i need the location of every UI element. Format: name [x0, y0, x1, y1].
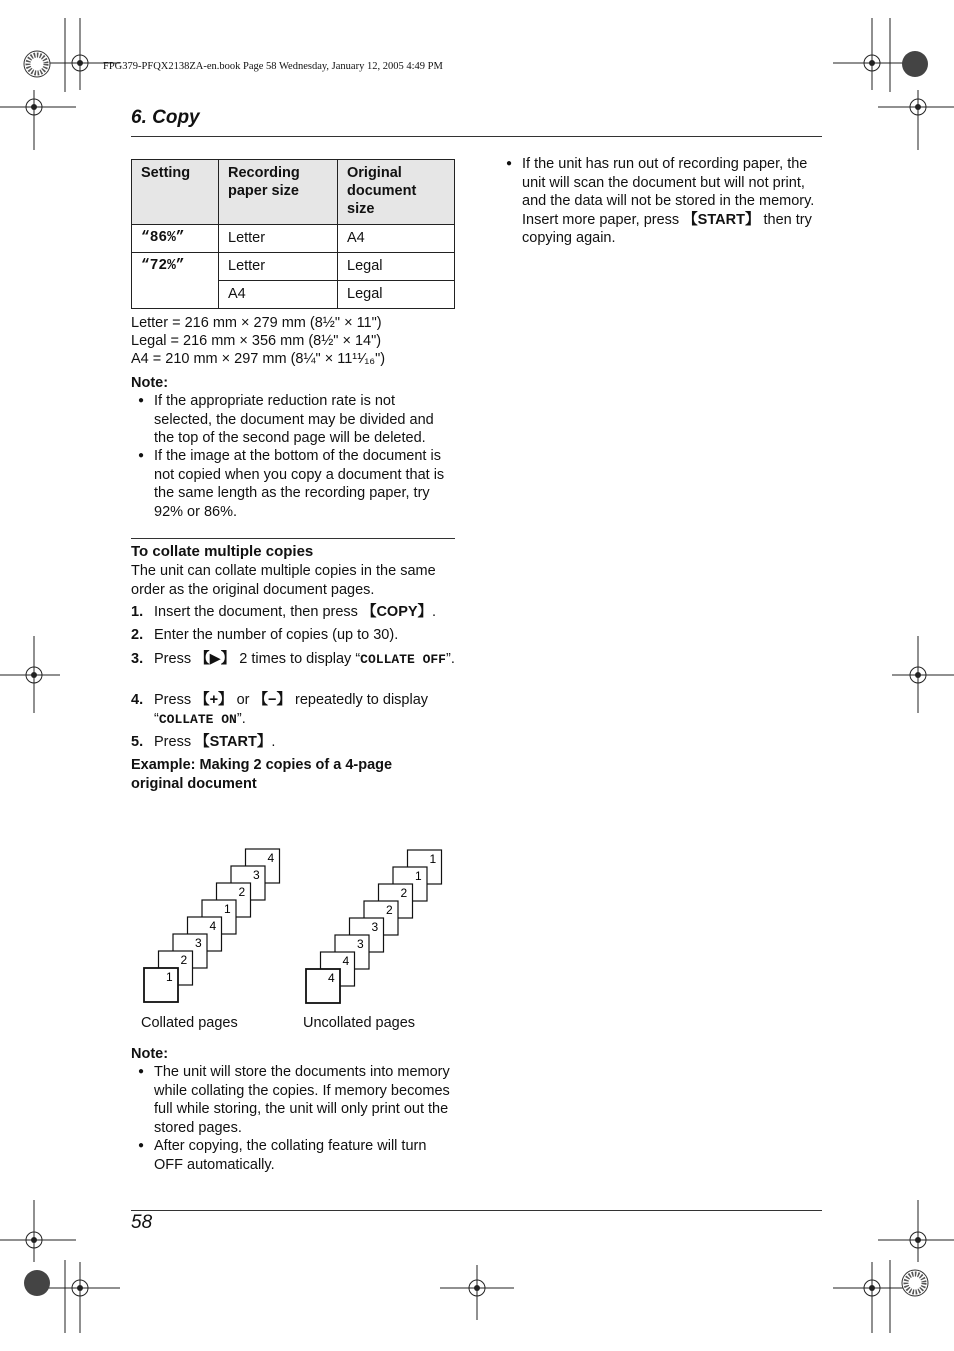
page-number-label: 4 — [342, 954, 350, 968]
job-header: FPG379-PFQX2138ZA-en.book Page 58 Wednesday, January 12, 2005 4:49 PM — [103, 61, 443, 72]
step-text-part: Press — [154, 692, 196, 708]
step-2 — [131, 626, 455, 645]
note-text: then try copying again. — [522, 211, 812, 246]
table-cell: “72%” — [132, 253, 219, 309]
example-heading: Example: Making 2 copies of a 4-page original document — [131, 757, 393, 792]
step-text-part: . — [271, 734, 276, 750]
page-sheet — [306, 969, 340, 1003]
step-text-part: Insert the document, then press — [154, 604, 362, 620]
section-heading: To collate multiple copies — [131, 543, 314, 560]
collated-stack — [144, 849, 280, 1002]
step-text: Enter the number of copies (up to 30). — [154, 627, 399, 643]
page-number-label: 2 — [386, 903, 393, 917]
page-sheet — [144, 968, 178, 1002]
table-cell: A4 — [219, 281, 338, 309]
start-key: 【START】 — [683, 211, 760, 228]
step-text-part: . — [432, 604, 437, 620]
section-rule — [131, 538, 455, 539]
display-text: COLLATE OFF — [360, 652, 446, 667]
page-number-label: 2 — [238, 885, 246, 899]
copy-key: 【COPY】 — [361, 604, 433, 620]
page-number-label: 2 — [180, 953, 188, 967]
table-header: Recording paper size — [219, 160, 338, 225]
header-rule — [131, 136, 822, 137]
step-number: 4. — [131, 692, 144, 708]
page-number-label: 3 — [253, 868, 260, 882]
step-number: 3. — [131, 651, 144, 667]
page-number: 58 — [131, 1212, 153, 1233]
uncollated-stack — [306, 850, 442, 1003]
size-letter: Letter = 216 mm × 279 mm (8½" × 11") — [131, 315, 382, 331]
page-number-label: 3 — [357, 937, 364, 951]
step-text-part: Press — [154, 651, 196, 667]
paper-out-note — [522, 155, 822, 248]
note-item: ● After copying, the collating feature will turn OFF automatically. — [154, 1137, 454, 1174]
section-intro: The unit can collate multiple copies in the same order as the original document pages. — [131, 563, 436, 598]
size-legal: Legal = 216 mm × 356 mm (8½" × 14") — [131, 333, 382, 349]
note-item: ● If the appropriate reduction rate is not selected, the document may be divided and the top of the second page will be deleted. — [154, 392, 454, 448]
plus-key: 【+】 — [195, 692, 233, 708]
step-1 — [131, 603, 455, 622]
minus-key: 【−】 — [253, 692, 291, 708]
page-number-label: 3 — [371, 920, 379, 934]
collated-label: Collated pages — [141, 1015, 238, 1031]
step-4 — [131, 691, 455, 729]
page-number-label: 4 — [328, 971, 335, 985]
table-cell: “86%” — [132, 225, 219, 253]
step-text-part: Press — [154, 734, 196, 750]
note-item: ● If the image at the bottom of the document is not copied when you copy a document that is the same length as the recording paper, try 92% or 86%. — [154, 447, 454, 521]
note-text: If the unit has run out of recording paper, the unit will scan the document but will not print, and the data will not be stored in the memory. Insert more paper, press — [522, 156, 815, 228]
table-header: Setting — [132, 160, 219, 225]
step-3 — [131, 650, 455, 670]
step-text-part: 2 times to display “ — [235, 651, 361, 667]
page-number-label: 4 — [209, 919, 217, 933]
page-number-label: 2 — [400, 886, 408, 900]
start-key: 【START】 — [195, 734, 272, 750]
note-label: Note: — [131, 1046, 169, 1062]
step-text — [154, 691, 455, 729]
collate-diagram — [131, 818, 455, 1008]
right-arrow-key: 【▶】 — [195, 651, 236, 667]
table-cell: Letter — [219, 253, 338, 281]
table-row — [132, 253, 455, 281]
step-number: 5. — [131, 734, 144, 750]
page-number-label: 1 — [429, 852, 437, 866]
table-cell: Legal — [338, 253, 455, 281]
table-cell: Letter — [219, 225, 338, 253]
step-text-part: or — [232, 692, 254, 708]
page-number-label: 3 — [195, 936, 202, 950]
footer-rule — [131, 1210, 822, 1211]
table-header: Original document size — [338, 160, 455, 225]
step-text-part: ”. — [446, 651, 455, 667]
step-text-part: repeatedly to display “ — [154, 692, 429, 727]
reduction-table — [131, 159, 455, 309]
step-text — [154, 603, 455, 622]
size-a4: A4 = 210 mm × 297 mm (8¼" × 11¹¹⁄₁₆") — [131, 351, 386, 367]
step-text-part: ”. — [236, 710, 246, 727]
table-cell: A4 — [338, 225, 455, 253]
uncollated-label: Uncollated pages — [303, 1015, 416, 1031]
step-text — [154, 650, 455, 670]
table-header-row — [132, 160, 455, 225]
step-5 — [131, 733, 455, 752]
page-number-label: 1 — [224, 902, 231, 916]
step-text — [154, 733, 455, 752]
page-number-label: 1 — [415, 869, 422, 883]
note-item: ● The unit will store the documents into memory while collating the copies. If memory becomes full while storing, the unit will only print out the stored pages. — [154, 1063, 454, 1137]
note-label: Note: — [131, 375, 169, 391]
table-cell: Legal — [338, 281, 455, 309]
chapter-title: 6. Copy — [131, 107, 200, 128]
step-number: 1. — [131, 604, 144, 620]
table-row — [132, 225, 455, 253]
step-number: 2. — [131, 627, 144, 643]
page-number-label: 1 — [166, 970, 173, 984]
page-number-label: 4 — [267, 851, 275, 865]
display-text: COLLATE ON — [158, 711, 237, 727]
